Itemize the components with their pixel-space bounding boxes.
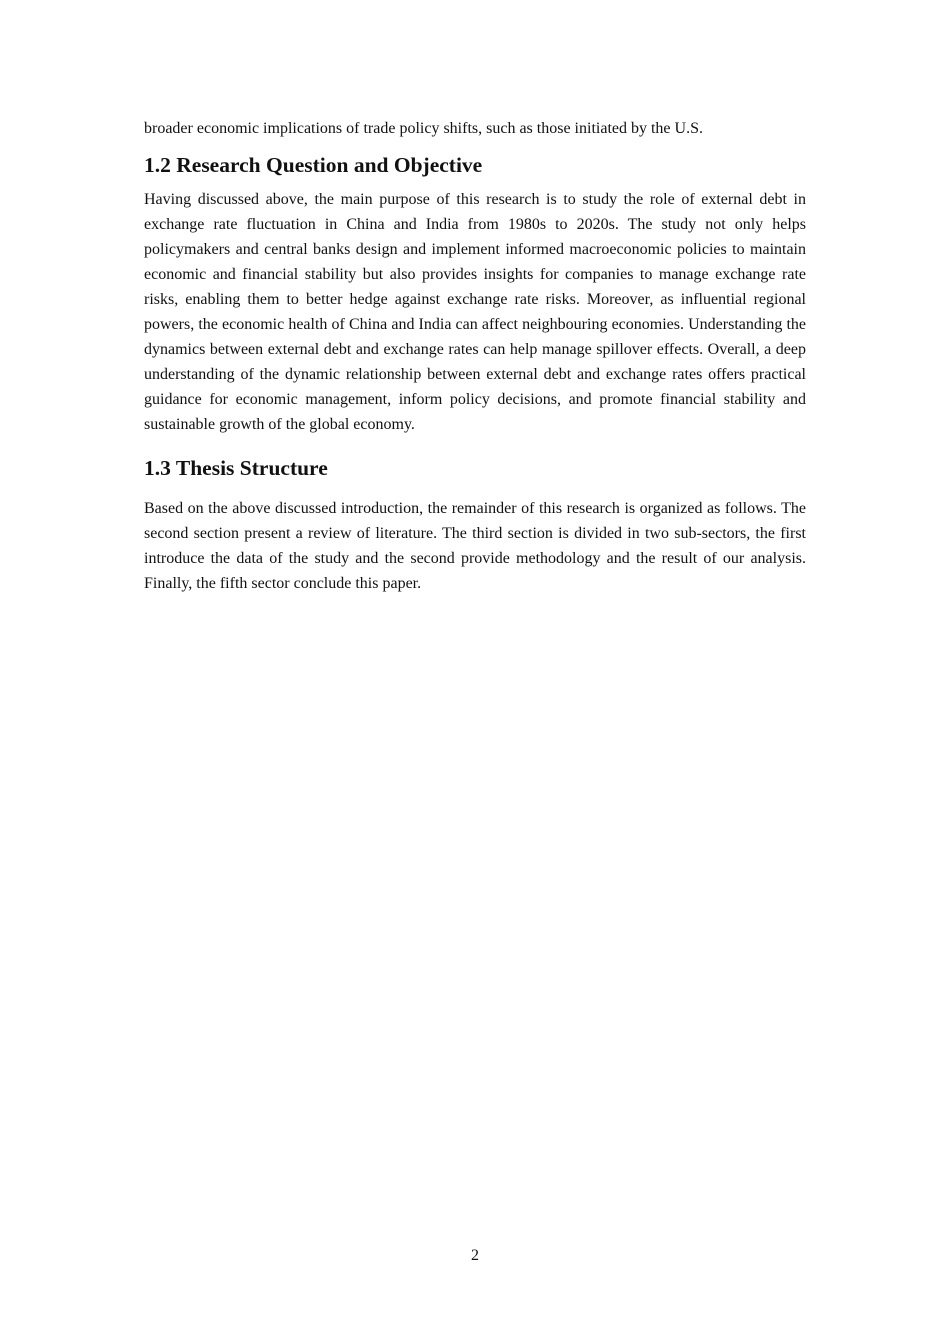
section-heading-research-question: 1.2 Research Question and Objective	[144, 153, 483, 177]
page-number: 2	[471, 1247, 479, 1264]
research-objective-paragraph: Having discussed above, the main purpose of this research is to study the role of external debt in exchange rate fluctuation in China and India from 1980s to 2020s. The study not only helps policymakers and central banks design and implement informed macroeconomic policies to maintain economic and financial stability but also provides insights for companies to manage exchange rate risks, enabling them to better hedge against exchange rate risks. Moreover, as influential regional powers, the economic health of China and India can affect neighbouring economies. Understanding the dynamics between external debt and exchange rates can help manage spillover effects. Overall, a deep understanding of the dynamic relationship between external debt and exchange rates offers practical guidance for economic management, inform policy decisions, and promote financial stability and sustainable growth of the global economy.	[144, 191, 806, 433]
continuation-paragraph: broader economic implications of trade policy shifts, such as those initiated by the U.S.	[144, 120, 703, 137]
thesis-structure-paragraph: Based on the above discussed introduction, the remainder of this research is organized as follows. The second section present a review of literature. The third section is divided in two sub-sectors, the first introduce the data of the study and the second provide methodology and the result of our analysis. Finally, the fifth sector conclude this paper.	[144, 500, 806, 592]
page-content	[144, 116, 806, 596]
section-heading-thesis-structure: 1.3 Thesis Structure	[144, 456, 328, 480]
